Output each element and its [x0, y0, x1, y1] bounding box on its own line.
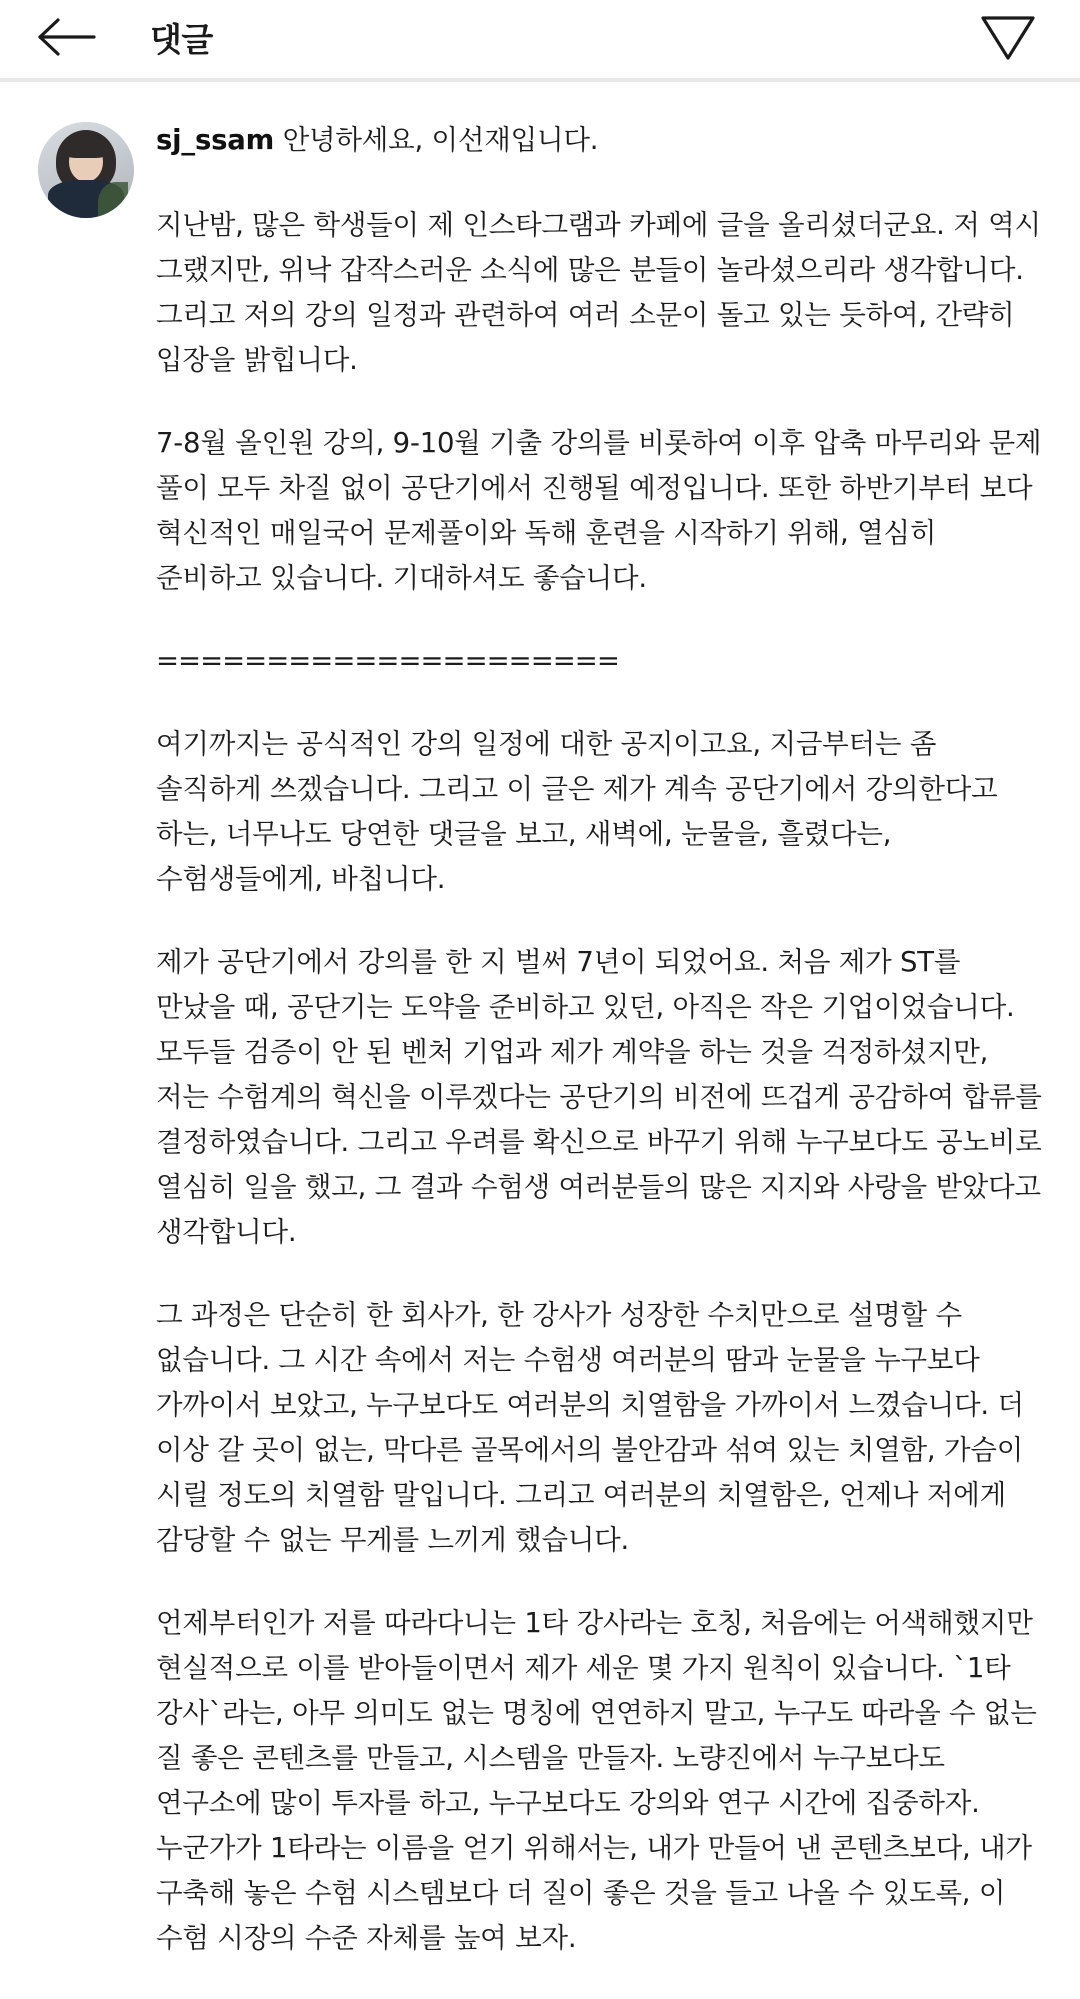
share-button[interactable]: [976, 7, 1040, 71]
comment-username[interactable]: sj_ssam: [156, 124, 275, 156]
comment-paragraph-2: 7-8월 올인원 강의, 9-10월 기출 강의를 비롯하여 이후 압축 마무리와 문제 풀이 모두 차질 없이 공단기에서 진행될 예정입니다. 또한 하반기부터 보다 혁신적인 매일국어 문제풀이와 독해 훈련을 시작하기 위해, 열심히 준비하고 있습니다. 기대하셔도 좋습니다.: [156, 427, 1050, 594]
avatar-container[interactable]: [38, 118, 134, 1999]
comment-text-divider: =====================: [156, 645, 619, 677]
comment-greeting-line: [156, 118, 1044, 163]
avatar[interactable]: [38, 122, 134, 218]
comment-paragraph-1: 지난밤, 많은 학생들이 제 인스타그램과 카페에 글을 올리셨더군요. 저 역시 그랬지만, 위낙 갑작스러운 소식에 많은 분들이 놀라셨으리라 생각합니다. 그리고 저의 강의 일정과 관련하여 여러 소문이 돌고 있는 듯하여, 간략히 입장을 밝힙니다.: [156, 209, 1050, 376]
comment-item: [0, 82, 1080, 1999]
comment-paragraph-6: 언제부터인가 저를 따라다니는 1타 강사라는 호칭, 처음에는 어색해했지만 현실적으로 이를 받아들이면서 제가 세운 몇 가지 원칙이 있습니다. `1타 강사`라는, 아무 의미도 없는 명칭에 연연하지 말고, 누구도 따라올 수 없는 질 좋은 콘텐츠를 만들고, 시스템을 만들자. 노량진에서 누구보다도 연구소에 많이 투자를 하고, 누구보다도 강의와 연구 시간에 집중하자. 누군가가 1타라는 이름을 얻기 위해서는, 내가 만들어 낸 콘텐츠보다, 내가 구축해 놓은 수험 시스템보다 더 질이 좋은 것을 들고 나올 수 있도록, 이 수험 시장의 수준 자체를 높여 보자.: [156, 1607, 1046, 1954]
comment-greeting-text: 안녕하세요, 이선재입니다.: [274, 124, 599, 156]
app-bar: [0, 0, 1080, 78]
page-title: 댓글: [150, 19, 213, 59]
back-button[interactable]: [34, 7, 98, 71]
comment-paragraph-3: 여기까지는 공식적인 강의 일정에 대한 공지이고요, 지금부터는 좀 솔직하게 쓰겠습니다. 그리고 이 글은 제가 계속 공단기에서 강의한다고 하는, 너무나도 당연한 댓글을 보고, 새벽에, 눈물을, 흘렸다는, 수험생들에게, 바칩니다.: [156, 728, 1007, 895]
avatar-hair-front: [62, 136, 110, 158]
comment-paragraph-5: 그 과정은 단순히 한 회사가, 한 강사가 성장한 수치만으로 설명할 수 없습니다. 그 시간 속에서 저는 수험생 여러분의 땀과 눈물을 누구보다 가까이서 보았고, 누구보다도 여러분의 치열함을 가까이서 느꼈습니다. 더 이상 갈 곳이 없는, 막다른 골목에서의 불안감과 섞여 있는 치열함, 가슴이 시릴 정도의 치열함 말입니다. 그리고 여러분의 치열함은, 언제나 저에게 감당할 수 없는 무게를 느끼게 했습니다.: [156, 1299, 1033, 1556]
send-paper-plane-icon: [980, 12, 1036, 66]
comment-paragraph-4: 제가 공단기에서 강의를 한 지 벌써 7년이 되었어요. 처음 제가 ST를 만났을 때, 공단기는 도약을 준비하고 있던, 아직은 작은 기업이었습니다. 모두들 검증이 안 된 벤처 기업과 제가 계약을 하는 것을 걱정하셨지만, 저는 수험계의 혁신을 이루겠다는 공단기의 비전에 뜨겁게 공감하여 합류를 결정하였습니다. 그리고 우려를 확신으로 바꾸기 위해 누구보다도 공노비로 열심히 일을 했고, 그 결과 수험생 여러분들의 많은 지지와 사랑을 받았다고 생각합니다.: [156, 946, 1051, 1248]
arrow-left-icon: [36, 15, 96, 63]
comment-text-column: [156, 118, 1050, 1999]
